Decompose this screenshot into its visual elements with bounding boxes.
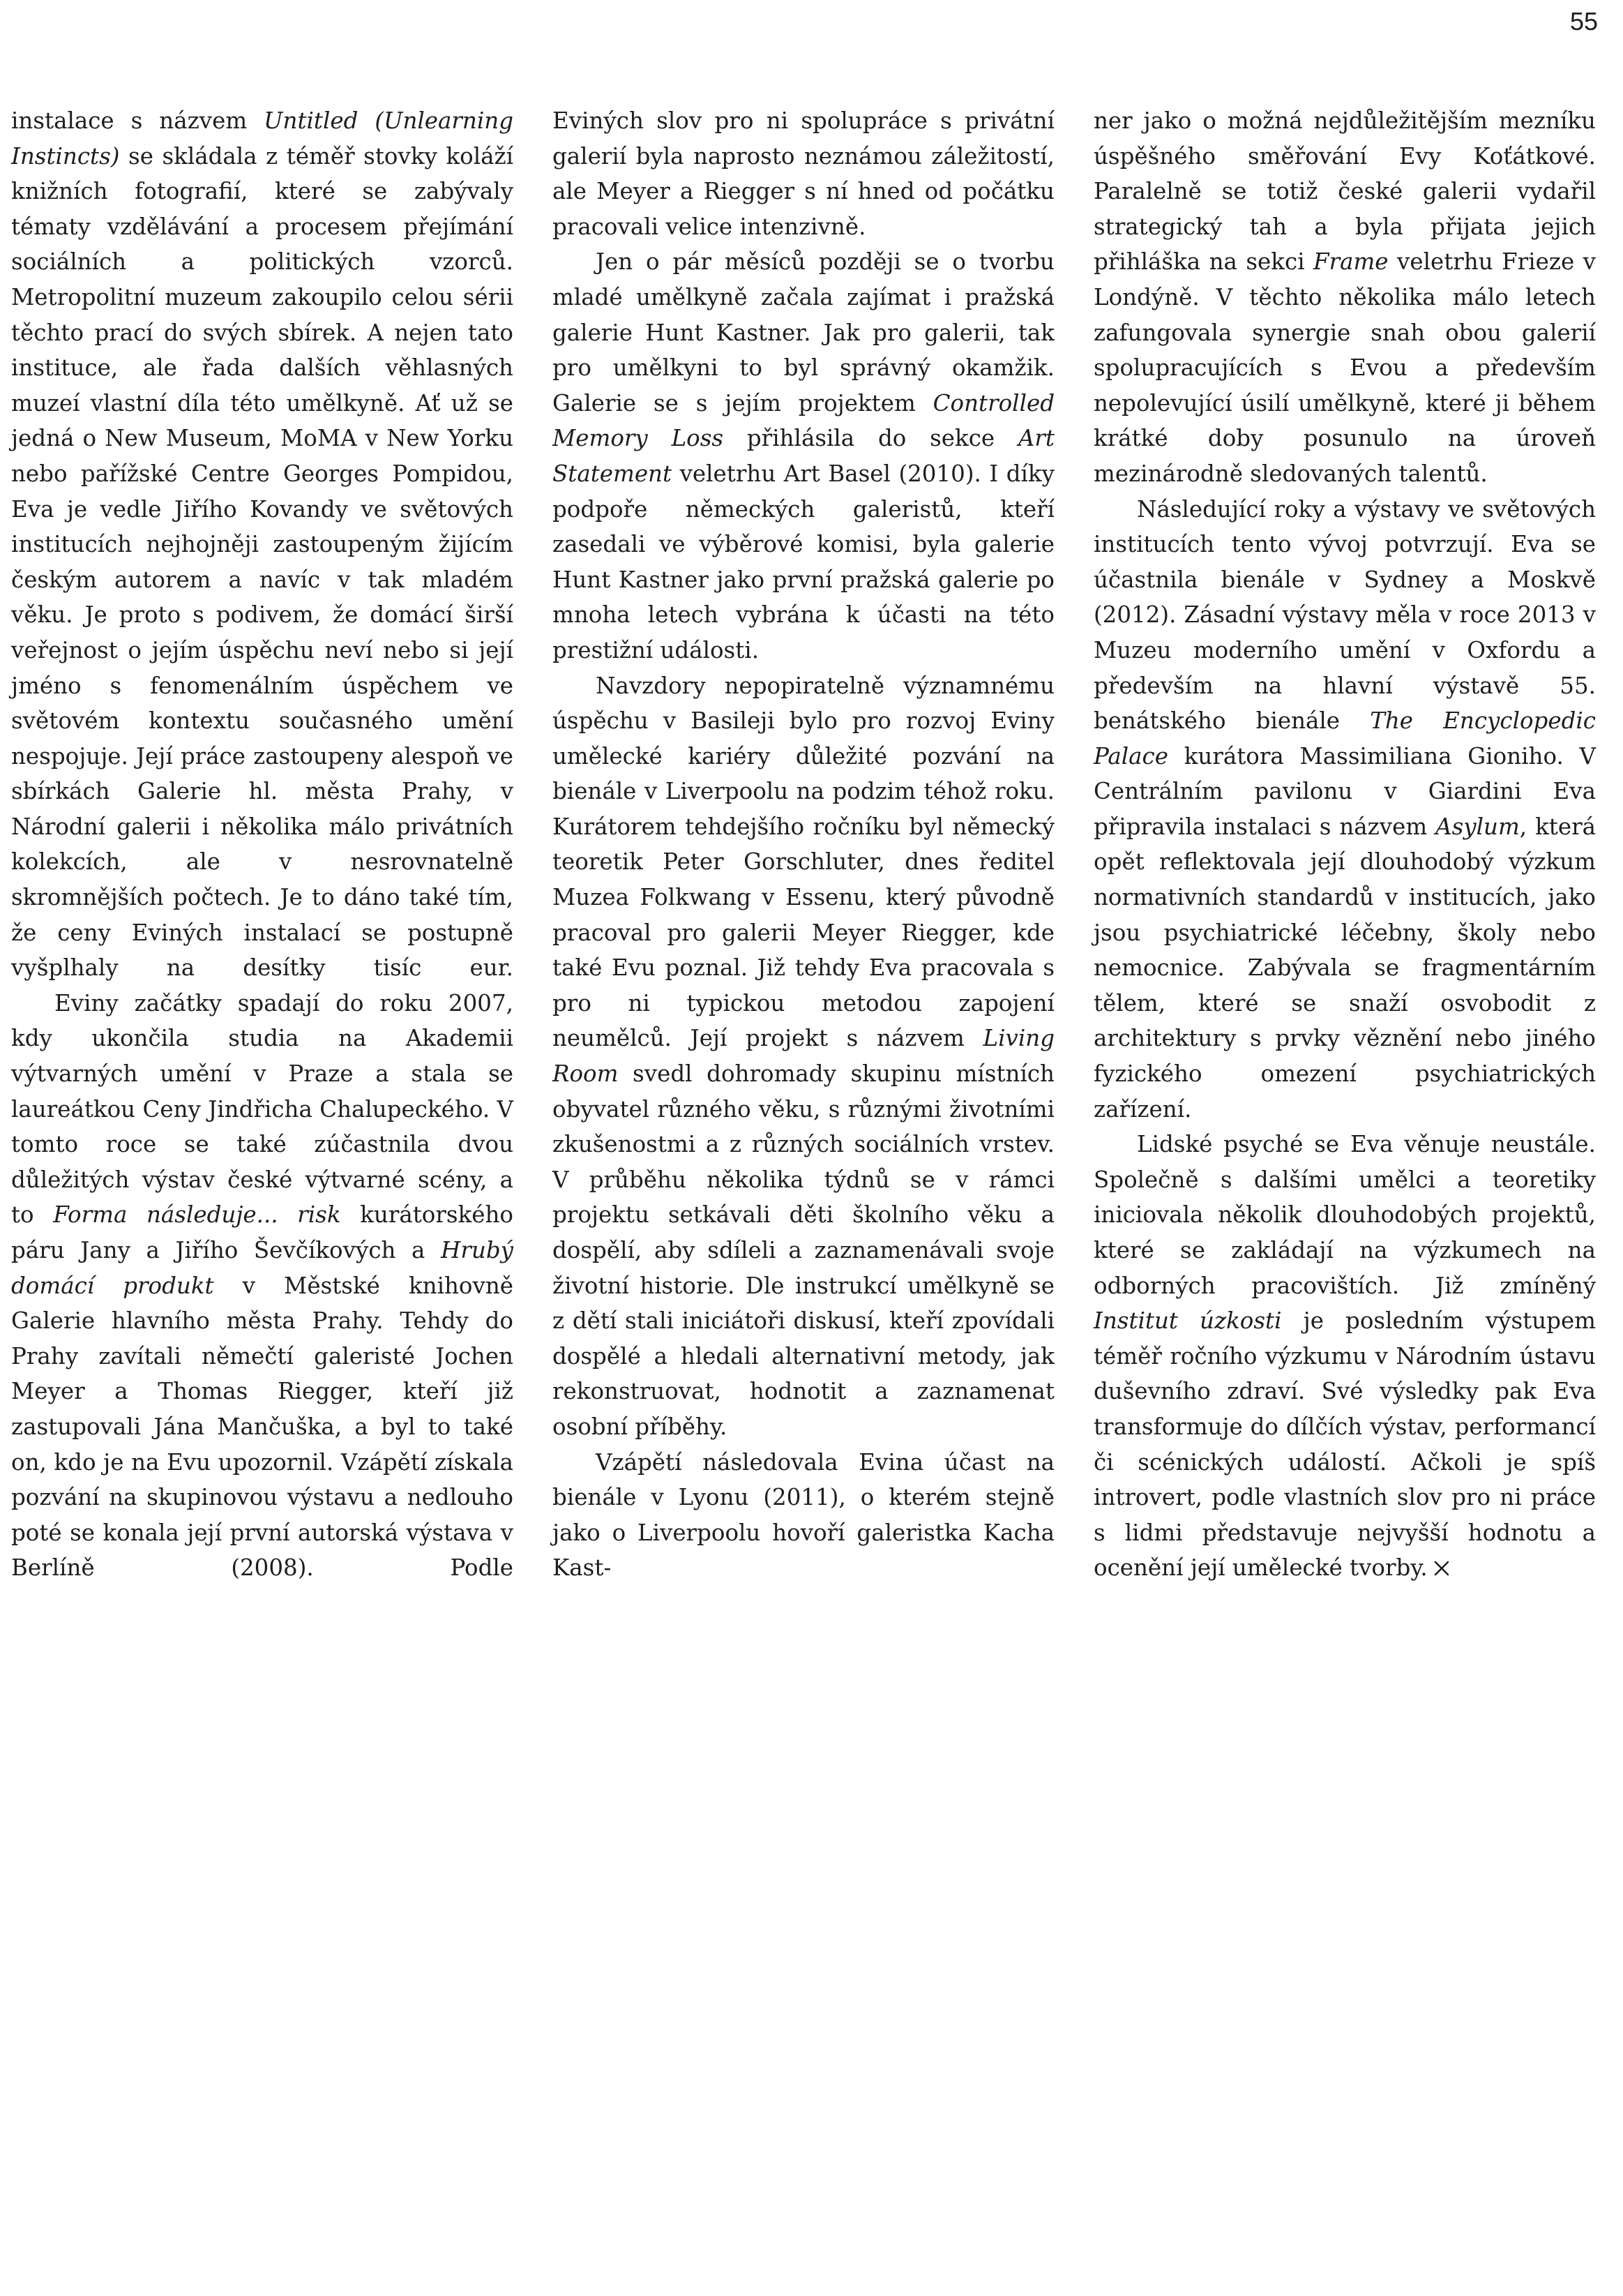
exhibition-title: Forma následuje... risk <box>53 1201 341 1229</box>
text-run: se skládala z téměř stovky koláží knižních fotografií, které se zabývaly tématy vzdělávání a procesem přejímání sociálních a politických vzorců. Metropolitní muzeum zakoupilo celou sérii těchto prací do svých sbírek. A nejen tato instituce, ale řada dalších věhlasných muzeí vlastní díla této umělkyně. Ať už se jedná o New Museum, MoMA v New Yorku nebo pařížské Centre Georges Pompidou, Eva je vedle Jiřího Kovandy ve světových institucích nejhojněji zastoupeným žijícím českým autorem a navíc v tak mladém věku. Je proto s podivem, že domácí širší veřejnost o jejím úspěchu neví nebo si její jméno s fenomenálním úspěchem ve světovém kontextu současného umění nespojuje. Její práce zastoupeny alespoň ve sbírkách Galerie hl. města Prahy, v Národní galerii i několika málo privátních kolekcích, ale v nesrovnatelně skromnějších počtech. Je to dáno také tím, že ceny Eviných instalací se postupně vyšplhaly na desítky tisíc eur. <box>11 142 513 982</box>
section-title: Frame <box>1313 248 1389 276</box>
project-title: Institut úzkosti <box>1094 1307 1282 1335</box>
artwork-title: Asylum <box>1435 813 1520 840</box>
text-column-1 <box>11 103 513 1586</box>
text-run: Eviny začátky spadají do roku 2007, kdy ukončila studia na Akademii výtvarných umění v Praze a stala se laureátkou Ceny Jindřicha Chalupeckého. V tomto roce se také zúčastnila dvou důležitých výstav české výtvarné scény, a to <box>11 989 513 1229</box>
paragraph <box>11 103 513 986</box>
exhibition-title: Hrubý domácí produkt <box>11 1237 513 1299</box>
text-run: ner jako o možná nejdůležitějším mezníku úspěšného směřování Evy Koťátkové. Paralelně se totiž české galerii vydařil strategický tah a byla přijata jejich přihláška na sekci <box>1094 107 1596 276</box>
text-run: , která opět reflektovala její dlouhodobý výzkum normativních standardů v institucích, jako jsou psychiatrické léčebny, školy nebo nemocnice. Zabývala se fragmentárním tělem, které se snaží osvobodit z architektury s prvky věznění nebo jiného fyzického omezení psychiatrických zařízení. <box>1094 813 1596 1123</box>
exhibition-title: The Encyclopedic Palace <box>1094 707 1596 770</box>
text-run: veletrhu Frieze v Londýně. V těchto několika málo letech zafungovala synergie snah obou galerií spolupracujících s Evou a především nepolevující úsilí umělkyně, které ji během krátké doby posunulo na úroveň mezinárodně sledovaných talentů. <box>1094 248 1596 487</box>
text-run: Navzdory nepopiratelně významnému úspěchu v Basileji bylo pro rozvoj Eviny umělecké kariéry důležité pozvání na bienále v Liverpoolu na podzim téhož roku. Kurátorem tehdejšího ročníku byl německý teoretik Peter Gorschluter, dnes ředitel Muzea Folkwang v Essenu, který původně pracoval pro galerii Meyer Riegger, kde také Evu poznal. Již tehdy Eva pracovala s pro ni typickou metodou zapojení neumělců. Její projekt s názvem <box>552 672 1055 1052</box>
text-run: kurátorského páru Jany a Jiřího Ševčíkových a <box>11 1201 513 1263</box>
text-run: Lidské psyché se Eva věnuje neustále. Společně s dalšími umělci a teoretiky iniciovala několik dlouhodobých projektů, které se zakládají na výzkumech na odborných pracovištích. Již zmíněný <box>1094 1131 1596 1299</box>
paragraph: Vzápětí následovala Evina účast na bienále v Lyonu (2011), o kterém stejně jako o Liverpoolu hovoří galeristka Kacha Kast- <box>552 1448 1055 1582</box>
paragraph <box>1094 1127 1596 1586</box>
project-title: Living Room <box>552 1025 1055 1088</box>
text-column-3 <box>1094 103 1596 1586</box>
paragraph <box>552 668 1055 1445</box>
text-run: veletrhu Art Basel (2010). I díky podpoře německých galeristů, kteří zasedali ve výběrové komisi, byla galerie Hunt Kastner jako první pražská galerie po mnoha letech vybrána k účasti na této prestižní události. <box>552 460 1055 663</box>
paragraph <box>11 986 513 1586</box>
text-run: Jen o pár měsíců později se o tvorbu mladé umělkyně začala zajímat i pražská galerie Hunt Kastner. Jak pro galerii, tak pro umělkyni to byl správný okamžik. Galerie se s jejím projektem <box>552 248 1055 417</box>
page-number: 55 <box>1569 7 1598 36</box>
paragraph <box>552 244 1055 668</box>
paragraph <box>1094 492 1596 1127</box>
project-title: Controlled Memory Loss <box>552 389 1055 452</box>
text-run: v Městské knihovně Galerie hlavního města Prahy. Tehdy do Prahy zavítali němečtí galeristé Jochen Meyer a Thomas Riegger, kteří již zastupovali Jána Mančuška, a byl to také on, kdo je na Evu upozornil. Vzápětí získala pozvání na skupinovou výstavu a nedlouho poté se konala její první autorská výstava v Berlíně (2008). Podle <box>11 1272 513 1582</box>
paragraph: Eviných slov pro ni spolupráce s privátní galerií byla naprosto neznámou záležitostí, ale Meyer a Riegger s ní hned od počátku pracovali velice intenzivně. <box>552 107 1055 240</box>
text-run: instalace s názvem <box>11 107 264 134</box>
text-run: Následující roky a výstavy ve světových institucích tento vývoj potvrzují. Eva se účastnila bienále v Sydney a Moskvě (2012). Zásadní výstavy měla v roce 2013 v Muzeu moderního umění v Oxfordu a především na hlavní výstavě 55. benátského bienále <box>1094 495 1596 735</box>
section-title: Art Statement <box>552 425 1055 487</box>
paragraph <box>1094 103 1596 492</box>
text-run: svedl dohromady skupinu místních obyvatel různého věku, s různými životními zkušenostmi a z různých sociálních vrstev. V průběhu několika týdnů se v rámci projektu setkávali děti školního věku a dospělí, aby sdíleli a zaznamenávali svoje životní historie. Dle instrukcí umělkyně se z dětí stali iniciátoři diskusí, kteří zpovídali dospělé a hledali alternativní metody, jak rekonstruovat, hodnotit a zaznamenat osobní příběhy. <box>552 1060 1055 1440</box>
text-run: je posledním výstupem téměř ročního výzkumu v Národním ústavu duševního zdraví. Své výsledky pak Eva transformuje do dílčích výstav, performancí či scénických událostí. Ačkoli je spíš introvert, podle vlastních slov pro ni práce s lidmi představuje nejvyšší hodnotu a ocenění její umělecké tvorby. <box>1094 1307 1596 1582</box>
artwork-title: Untitled (Unlearning Instincts) <box>11 107 513 170</box>
text-column-2 <box>552 103 1055 1586</box>
text-run: kurátora Massimiliana Gioniho. V Centrálním pavilonu v Giardini Eva připravila instalaci s názvem <box>1094 742 1596 840</box>
cross-end-icon <box>1433 1560 1450 1577</box>
text-run: přihlásila do sekce <box>723 425 1018 452</box>
